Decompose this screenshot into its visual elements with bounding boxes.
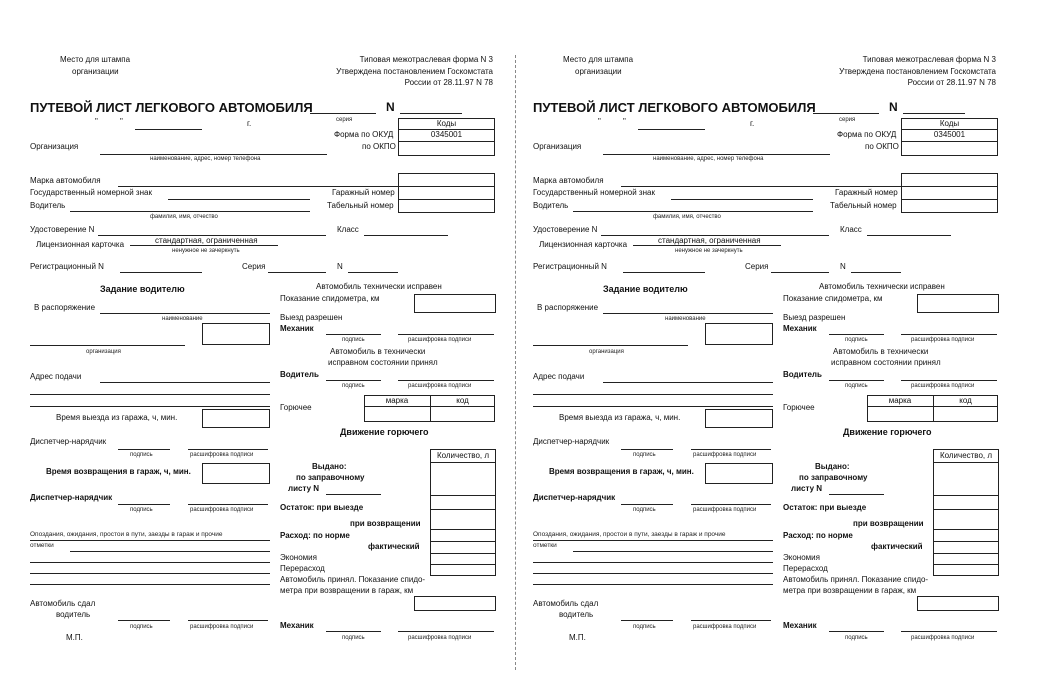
decode-caption: расшифровка подписи [190, 452, 254, 458]
sign-caption: подпись [633, 624, 656, 630]
decode-caption: расшифровка подписи [190, 507, 254, 513]
number-sign: N [386, 100, 395, 114]
departure-time-box[interactable] [202, 409, 270, 428]
issued-label-2: по заправочному [296, 473, 365, 482]
qty-header: Количество, л [939, 451, 993, 460]
qty-line [933, 495, 999, 496]
number-field[interactable] [903, 113, 965, 114]
qty-table [430, 449, 496, 576]
driver-label: Водитель [533, 201, 569, 210]
issued-sheet-field[interactable] [326, 494, 381, 495]
mp-label: М.П. [66, 633, 83, 642]
series-caption: серия [336, 117, 353, 123]
return-odo-label-2: метра при возвращении в гараж, км [280, 586, 414, 595]
mechanic-sign-field[interactable] [829, 334, 884, 335]
lic-card-field[interactable] [633, 245, 781, 246]
dispatcher-decode-field[interactable] [188, 449, 268, 450]
stamp-org-label: организации [575, 67, 622, 76]
sign-caption: подпись [130, 507, 153, 513]
odometer-box[interactable] [414, 294, 496, 313]
driver-decode-field[interactable] [398, 380, 494, 381]
series-field-2[interactable] [771, 272, 829, 273]
org-task-caption: организация [589, 349, 624, 355]
qty-line [430, 541, 496, 542]
disposal-label: В распоряжение [34, 303, 96, 312]
sign-caption: подпись [845, 383, 868, 389]
form-type-line1: Типовая межотраслевая форма N 3 [862, 55, 996, 64]
sign-caption: подпись [130, 624, 153, 630]
cons-actual-label: фактический [368, 542, 420, 551]
rest-exit-label: Остаток: при выезде [280, 503, 364, 512]
dispatcher-sign-field[interactable] [621, 449, 673, 450]
issued-label-3: листу N [791, 484, 823, 493]
decode-caption: расшифровка подписи [693, 452, 757, 458]
issued-sheet-field[interactable] [829, 494, 884, 495]
address-line[interactable] [30, 406, 270, 407]
decode-caption: расшифровка подписи [911, 383, 975, 389]
mechanic-decode-field[interactable] [398, 334, 494, 335]
reg-number-field[interactable] [623, 272, 705, 273]
okud-label: Форма по ОКУД [334, 130, 394, 139]
year-mark: г. [247, 119, 252, 128]
qty-line [430, 495, 496, 496]
delays-line[interactable] [30, 540, 270, 541]
mechanic2-sign-field[interactable] [326, 631, 381, 632]
dispatcher2-sign-field[interactable] [621, 504, 673, 505]
license-label: Удостоверение N [30, 225, 95, 234]
qty-line [430, 564, 496, 565]
plate-label: Государственный номерной знак [30, 188, 152, 197]
delays-line[interactable] [70, 551, 270, 552]
fuel-code-box[interactable] [933, 406, 998, 422]
delays-label-2: отметки [30, 542, 54, 549]
qty-line [933, 509, 999, 510]
delays-label: Опоздания, ожидания, простои в пути, заезды в гараж и прочие [533, 531, 726, 538]
mechanic-label: Механик [280, 324, 314, 333]
handed-decode-field[interactable] [691, 620, 771, 621]
dispatcher2-decode-field[interactable] [188, 504, 268, 505]
sign-caption: подпись [130, 452, 153, 458]
disposal-label: В распоряжение [537, 303, 599, 312]
qty-line [430, 529, 496, 530]
sign-caption: подпись [342, 337, 365, 343]
qty-line [933, 462, 999, 463]
lic-card-caption: ненужное не зачеркнуть [675, 248, 743, 254]
brand-label: Марка автомобиля [30, 176, 101, 185]
overrun-label: Перерасход [783, 564, 828, 573]
vehicle-codes-box[interactable] [398, 173, 495, 213]
overrun-label: Перерасход [280, 564, 325, 573]
decode-caption: расшифровка подписи [693, 624, 757, 630]
departure-time-box[interactable] [705, 409, 773, 428]
tech-ok-label: Автомобиль технически исправен [819, 282, 945, 291]
driver-decode-field[interactable] [901, 380, 997, 381]
fuel-label: Горючее [280, 403, 312, 412]
odometer-label: Показание спидометра, км [280, 294, 380, 303]
return-time-box[interactable] [202, 463, 270, 484]
driver-caption: фамилия, имя, отчество [653, 214, 721, 220]
plate-label: Государственный номерной знак [533, 188, 655, 197]
form-type-line1: Типовая межотраслевая форма N 3 [359, 55, 493, 64]
address-line[interactable] [533, 394, 773, 395]
form-type-line3: России от 28.11.97 N 78 [907, 78, 996, 87]
number-field[interactable] [400, 113, 462, 114]
sign-caption: подпись [342, 635, 365, 641]
driver-field[interactable] [573, 211, 813, 212]
disposal-caption: наименование [665, 316, 706, 322]
sign-caption: подпись [342, 383, 365, 389]
return-odo-label-1: Автомобиль принял. Показание спидо- [783, 575, 929, 584]
disposal-caption: наименование [162, 316, 203, 322]
handed-decode-field[interactable] [188, 620, 268, 621]
driver-field[interactable] [70, 211, 310, 212]
vehicle-codes-line [398, 186, 495, 187]
reg-number-label: Регистрационный N [533, 262, 607, 271]
disposal-field[interactable] [603, 313, 773, 314]
delays-line[interactable] [533, 584, 773, 585]
address-label: Адрес подачи [533, 372, 585, 381]
mechanic2-label: Механик [280, 621, 314, 630]
task-header: Задание водителю [100, 284, 185, 294]
form-type-line3: России от 28.11.97 N 78 [404, 78, 493, 87]
org-caption: наименование, адрес, номер телефона [150, 156, 261, 162]
stamp-place-label: Место для штампа [563, 55, 634, 64]
license-label: Удостоверение N [533, 225, 598, 234]
return-odo-box[interactable] [917, 596, 999, 611]
codes-header: Коды [939, 119, 960, 128]
sign-caption: подпись [633, 452, 656, 458]
class-field[interactable] [867, 235, 951, 236]
n-field[interactable] [348, 272, 398, 273]
n-label: N [840, 262, 846, 271]
qty-line [430, 553, 496, 554]
tab-number-label: Табельный номер [327, 201, 394, 210]
brand-field[interactable] [118, 186, 398, 187]
page-title: ПУТЕВОЙ ЛИСТ ЛЕГКОВОГО АВТОМОБИЛЯ [30, 100, 313, 115]
fuel-code-header: код [959, 396, 972, 405]
n-label: N [337, 262, 343, 271]
okud-label: Форма по ОКУД [837, 130, 897, 139]
reg-number-label: Регистрационный N [30, 262, 104, 271]
dispatcher2-sign-field[interactable] [118, 504, 170, 505]
return-time-box[interactable] [705, 463, 773, 484]
okud-value: 0345001 [933, 130, 966, 139]
class-field[interactable] [364, 235, 448, 236]
stamp-place-label: Место для штампа [60, 55, 131, 64]
stamp-org-label: организации [72, 67, 119, 76]
handed-over-label: Автомобиль сдал [533, 599, 599, 608]
driver-caption: фамилия, имя, отчество [150, 214, 218, 220]
brand-label: Марка автомобиля [533, 176, 604, 185]
okpo-field[interactable] [901, 141, 998, 156]
number-sign: N [889, 100, 898, 114]
return-time-label: Время возвращения в гараж, ч, мин. [46, 467, 191, 476]
fuel-code-box[interactable] [430, 406, 495, 422]
issued-label-2: по заправочному [799, 473, 868, 482]
series-label: Серия [242, 262, 266, 271]
rest-return-label: при возвращении [350, 519, 421, 528]
task-header: Задание водителю [603, 284, 688, 294]
handed-over-label: Автомобиль сдал [30, 599, 96, 608]
economy-label: Экономия [280, 553, 317, 562]
delays-label: Опоздания, ожидания, простои в пути, заезды в гараж и прочие [30, 531, 223, 538]
year-mark: г. [750, 119, 755, 128]
rest-exit-label: Остаток: при выезде [783, 503, 867, 512]
departure-time-label: Время выезда из гаража, ч, мин. [56, 413, 178, 422]
org-task-field[interactable] [533, 345, 688, 346]
page-title: ПУТЕВОЙ ЛИСТ ЛЕГКОВОГО АВТОМОБИЛЯ [533, 100, 816, 115]
departure-time-label: Время выезда из гаража, ч, мин. [559, 413, 681, 422]
org-field[interactable] [603, 154, 830, 155]
series-label: Серия [745, 262, 769, 271]
sign-caption: подпись [633, 507, 656, 513]
org-label: Организация [30, 142, 79, 151]
handed-over-driver-label: водитель [56, 610, 91, 619]
accepted-label-1: Автомобиль в технически [330, 347, 426, 356]
plate-field[interactable] [671, 199, 813, 200]
qty-header: Количество, л [436, 451, 490, 460]
fuel-code-header: код [456, 396, 469, 405]
rest-return-label: при возвращении [853, 519, 924, 528]
lic-card-label: Лицензионная карточка [36, 240, 125, 249]
decode-caption: расшифровка подписи [911, 337, 975, 343]
delays-line[interactable] [30, 573, 270, 574]
address-field[interactable] [100, 382, 270, 383]
okpo-field[interactable] [398, 141, 495, 156]
sign-caption: подпись [845, 635, 868, 641]
issued-label-1: Выдано: [312, 462, 347, 471]
accepted-label-2: исправном состоянии принял [328, 358, 438, 367]
quote-open: " [598, 117, 601, 126]
dispatcher-label: Диспетчер-нарядчик [30, 437, 107, 446]
date-month-field[interactable] [135, 129, 202, 130]
driver-sign-field[interactable] [829, 380, 884, 381]
economy-label: Экономия [783, 553, 820, 562]
accepted-label-1: Автомобиль в технически [833, 347, 929, 356]
brand-field[interactable] [621, 186, 901, 187]
tech-driver-label: Водитель [280, 370, 319, 379]
return-odo-label-2: метра при возвращении в гараж, км [783, 586, 917, 595]
fuel-brand-header: марка [385, 396, 409, 405]
quote-close: " [623, 117, 626, 126]
decode-caption: расшифровка подписи [408, 383, 472, 389]
mechanic2-decode-field[interactable] [398, 631, 494, 632]
exit-allowed-label: Выезд разрешен [280, 313, 343, 322]
cons-norm-label: Расход: по норме [783, 531, 853, 540]
waybill-form [0, 0, 503, 678]
driver-label: Водитель [30, 201, 66, 210]
dispatcher-sign-field[interactable] [118, 449, 170, 450]
class-label: Класс [337, 225, 359, 234]
handed-over-driver-label: водитель [559, 610, 594, 619]
mp-label: М.П. [569, 633, 586, 642]
address-field[interactable] [603, 382, 773, 383]
quote-open: " [95, 117, 98, 126]
decode-caption: расшифровка подписи [408, 635, 472, 641]
mechanic-sign-field[interactable] [326, 334, 381, 335]
dispatcher-decode-field[interactable] [691, 449, 771, 450]
mechanic2-sign-field[interactable] [829, 631, 884, 632]
dispatcher-label: Диспетчер-нарядчик [533, 437, 610, 446]
accepted-label-2: исправном состоянии принял [831, 358, 941, 367]
disposal-code-box[interactable] [705, 323, 773, 345]
handed-sign-field[interactable] [118, 620, 170, 621]
tech-ok-label: Автомобиль технически исправен [316, 282, 442, 291]
odometer-label: Показание спидометра, км [783, 294, 883, 303]
date-month-field[interactable] [638, 129, 705, 130]
form-type-line2: Утверждена постановлением Госкомстата [839, 67, 996, 76]
fuel-label: Горючее [783, 403, 815, 412]
waybill-form-copy [503, 0, 1006, 678]
garage-number-label: Гаражный номер [332, 188, 395, 197]
org-task-field[interactable] [30, 345, 185, 346]
tech-driver-label: Водитель [783, 370, 822, 379]
address-line[interactable] [533, 406, 773, 407]
n-field[interactable] [851, 272, 901, 273]
org-field[interactable] [100, 154, 327, 155]
odometer-box[interactable] [917, 294, 999, 313]
mechanic2-decode-field[interactable] [901, 631, 997, 632]
plate-field[interactable] [168, 199, 310, 200]
series-field[interactable] [813, 113, 879, 114]
okud-value: 0345001 [430, 130, 463, 139]
vehicle-codes-line [901, 186, 998, 187]
address-label: Адрес подачи [30, 372, 82, 381]
codes-header: Коды [436, 119, 457, 128]
sign-caption: подпись [845, 337, 868, 343]
decode-caption: расшифровка подписи [693, 507, 757, 513]
okpo-label: по ОКПО [362, 142, 396, 151]
return-odo-label-1: Автомобиль принял. Показание спидо- [280, 575, 426, 584]
disposal-code-box[interactable] [202, 323, 270, 345]
qty-line [430, 509, 496, 510]
lic-card-field[interactable] [130, 245, 278, 246]
delays-line[interactable] [30, 562, 270, 563]
qty-line [933, 541, 999, 542]
org-label: Организация [533, 142, 582, 151]
series-caption: серия [839, 117, 856, 123]
qty-table [933, 449, 999, 576]
disposal-field[interactable] [100, 313, 270, 314]
lic-card-value: стандартная, ограниченная [658, 236, 761, 245]
delays-label-2: отметки [533, 542, 557, 549]
mechanic-decode-field[interactable] [901, 334, 997, 335]
delays-line[interactable] [533, 562, 773, 563]
dispatcher-bold-label: Диспетчер-нарядчик [533, 493, 616, 502]
qty-line [933, 564, 999, 565]
decode-caption: расшифровка подписи [408, 337, 472, 343]
mechanic2-label: Механик [783, 621, 817, 630]
delays-line[interactable] [30, 584, 270, 585]
delays-line[interactable] [533, 573, 773, 574]
quote-close: " [120, 117, 123, 126]
fuel-movement-header: Движение горючего [843, 427, 932, 437]
reg-number-field[interactable] [120, 272, 202, 273]
org-task-caption: организация [86, 349, 121, 355]
delays-line[interactable] [573, 551, 773, 552]
driver-sign-field[interactable] [326, 380, 381, 381]
series-field-2[interactable] [268, 272, 326, 273]
fuel-brand-header: марка [888, 396, 912, 405]
vehicle-codes-line [901, 199, 998, 200]
dispatcher2-decode-field[interactable] [691, 504, 771, 505]
dispatcher-bold-label: Диспетчер-нарядчик [30, 493, 113, 502]
garage-number-label: Гаражный номер [835, 188, 898, 197]
decode-caption: расшифровка подписи [911, 635, 975, 641]
vehicle-codes-box[interactable] [901, 173, 998, 213]
qty-line [933, 553, 999, 554]
address-line[interactable] [30, 394, 270, 395]
tab-number-label: Табельный номер [830, 201, 897, 210]
org-caption: наименование, адрес, номер телефона [653, 156, 764, 162]
lic-card-caption: ненужное не зачеркнуть [172, 248, 240, 254]
okpo-label: по ОКПО [865, 142, 899, 151]
exit-allowed-label: Выезд разрешен [783, 313, 846, 322]
return-time-label: Время возвращения в гараж, ч, мин. [549, 467, 694, 476]
return-odo-box[interactable] [414, 596, 496, 611]
lic-card-value: стандартная, ограниченная [155, 236, 258, 245]
qty-line [430, 462, 496, 463]
cons-actual-label: фактический [871, 542, 923, 551]
handed-sign-field[interactable] [621, 620, 673, 621]
class-label: Класс [840, 225, 862, 234]
fuel-movement-header: Движение горючего [340, 427, 429, 437]
mechanic-label: Механик [783, 324, 817, 333]
qty-line [933, 529, 999, 530]
series-field[interactable] [310, 113, 376, 114]
decode-caption: расшифровка подписи [190, 624, 254, 630]
delays-line[interactable] [533, 540, 773, 541]
form-type-line2: Утверждена постановлением Госкомстата [336, 67, 493, 76]
issued-label-1: Выдано: [815, 462, 850, 471]
vehicle-codes-line [398, 199, 495, 200]
issued-label-3: листу N [288, 484, 320, 493]
lic-card-label: Лицензионная карточка [539, 240, 628, 249]
cons-norm-label: Расход: по норме [280, 531, 350, 540]
